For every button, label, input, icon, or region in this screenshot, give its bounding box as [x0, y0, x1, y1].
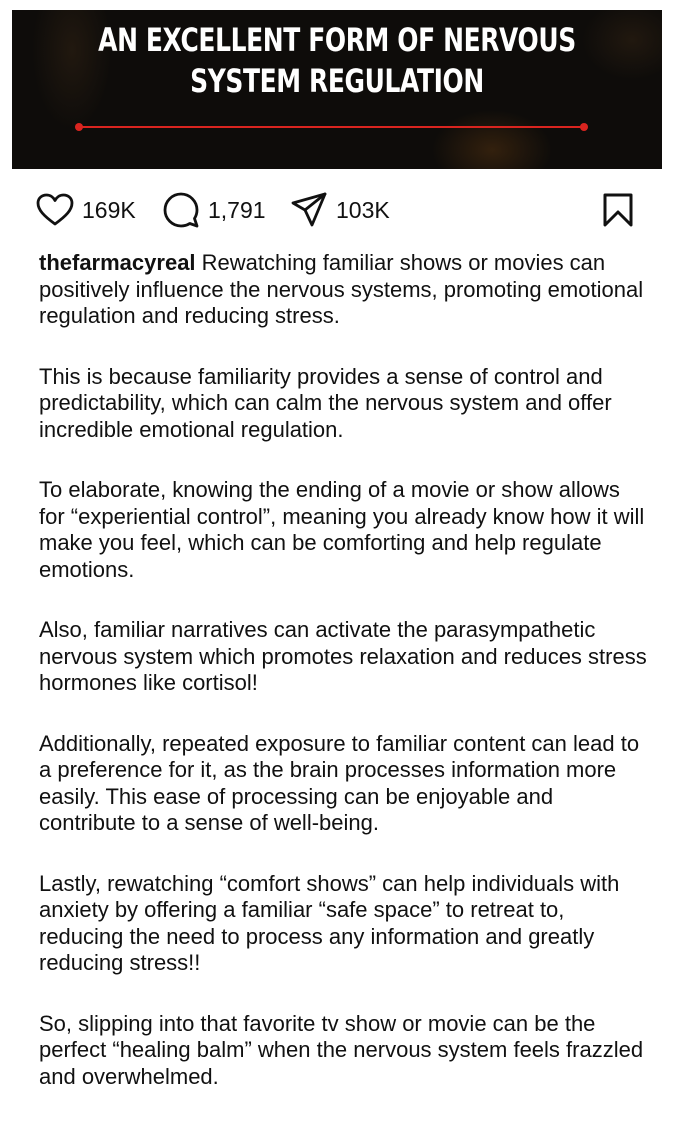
post-action-bar [36, 189, 636, 231]
caption-paragraph: To elaborate, knowing the ending of a movie or show allows for “experiential control”, meaning you already know how it will make you feel, which can be comforting and help regulate emotions. [39, 477, 645, 582]
like-count: 169K [82, 196, 136, 223]
banner-title [84, 20, 591, 102]
comment-button[interactable] [162, 189, 266, 231]
banner-title-line-1: AN EXCELLENT FORM OF NERVOUS [98, 21, 576, 59]
caption-paragraph: Additionally, repeated exposure to familiar content can lead to a preference for it, as the brain processes information more easily. This ease of processing can be enjoyable and contribute to a sense of well-being. [39, 730, 640, 835]
caption-paragraph: This is because familiarity provides a sense of control and predictability, which can calm the nervous system and offer incredible emotional regulation. [39, 363, 612, 442]
banner-line-right-dot [580, 123, 588, 131]
bookmark-icon[interactable] [602, 192, 634, 228]
share-button[interactable] [290, 189, 390, 231]
caption-paragraph: So, slipping into that favorite tv show or movie can be the perfect “healing balm” when the nervous system feels frazzled and overwhelmed. [39, 1010, 644, 1089]
post-image-banner[interactable] [12, 10, 662, 169]
caption-intro-paragraph [39, 250, 649, 330]
caption-paragraph: Also, familiar narratives can activate the parasympathetic nervous system which promotes relaxation and reduces stress hormones like cortisol! [39, 617, 647, 695]
caption-intro-text: Rewatching familiar shows or movies can positively influence the nervous systems, promoting emotional regulation and reducing stress. [39, 250, 644, 328]
caption-paragraph: Lastly, rewatching “comfort shows” can help individuals with anxiety by offering a familiar “safe space” to retreat to, reducing the need to process any information and greatly reducing stress!! [39, 870, 620, 975]
like-button[interactable] [36, 189, 136, 231]
share-count: 103K [336, 196, 390, 223]
banner-title-line-2: SYSTEM REGULATION [190, 62, 484, 100]
banner-divider-line [79, 126, 584, 128]
save-button[interactable] [602, 189, 634, 231]
comment-bubble-icon[interactable] [162, 191, 200, 229]
heart-icon[interactable] [36, 193, 74, 227]
post-caption [39, 250, 649, 1124]
comment-count: 1,791 [208, 196, 266, 223]
send-icon[interactable] [290, 191, 328, 229]
caption-username[interactable]: thefarmacyreal [39, 250, 196, 275]
